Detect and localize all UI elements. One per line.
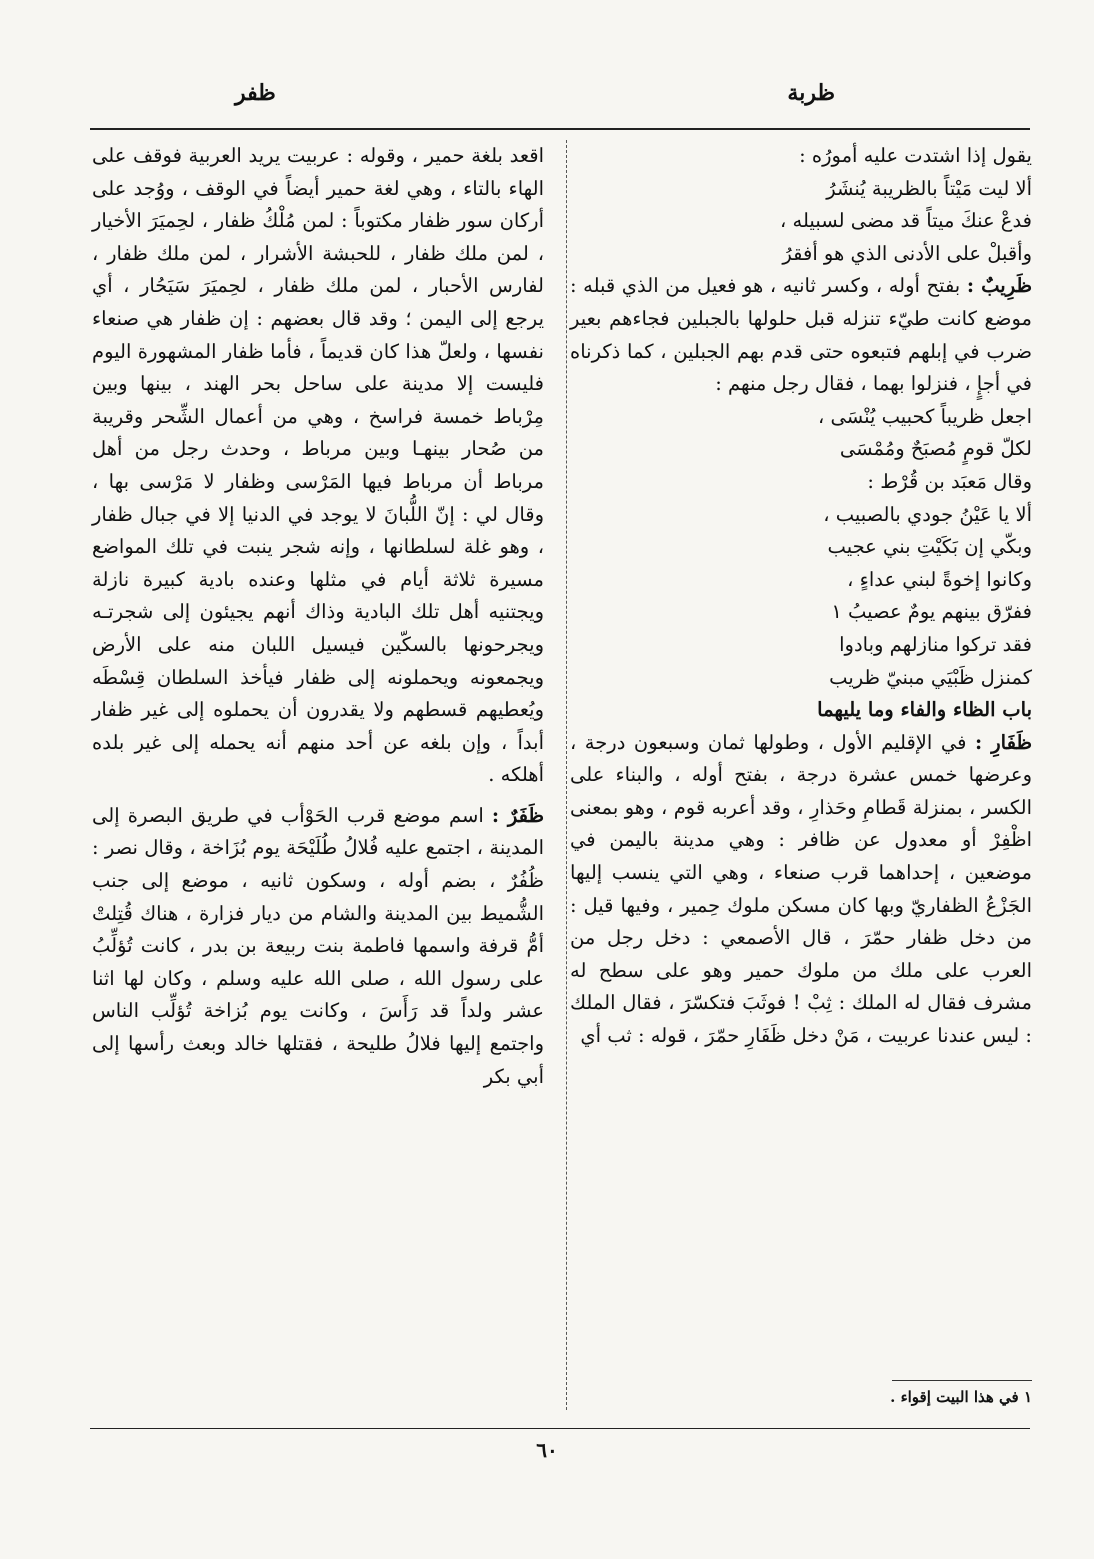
paragraph-gap bbox=[92, 792, 544, 800]
verse-line: وكانوا إخوةً لبني عداءٍ ، bbox=[847, 567, 1032, 591]
entry-text: في الإقليم الأول ، وطولها ثمان وسبعون درجة ، وعرضها خمس عشرة درجة ، بفتح أوله ، والبناء على الكسر ، بمنزلة قَطامِ وحَذارِ ، وقد أعربه قوم ، وهو بمعنى اظْفِرْ أو معدول عن ظافر : وهي مدينة باليمن في موضعين ، إحداهما قرب صنعاء ، وهي التي ينسب إليها الجَزْعُ الظفاريّ وبها كان مسكن ملوك حِمير ، وفيها قيل : من دخل ظفار حمّرَ ، قال الأصمعي : دخل رجل من العرب على ملك من ملوك حمير وهو على سطح له مشرف فقال له الملك : ثِبْ ! فوثَبَ فتكسّرَ ، فقال الملك : ليس عندنا عربيت ، مَنْ دخل ظَفَارِ حمّرَ ، قوله : ثب أي bbox=[570, 730, 1032, 1048]
header-rule bbox=[90, 128, 1030, 130]
verse-line: فدعْ عنكَ ميتاً قد مضى لسبيله ، bbox=[780, 209, 1032, 233]
column-divider bbox=[566, 140, 567, 1410]
entry-text: اسم موضع قرب الحَوْأب في طريق البصرة إلى المدينة ، اجتمع عليه فُلالُ طُلَيْحَة يوم بُزَاخة ، وقال نصر : ظُفُرٌ ، بضم أوله ، وسكون ثانيه ، موضع إلى جنب الشُّميط بين المدينة والشام من ديار فزارة ، هناك قُتِلتْ أمُّ قرفة واسمها فاطمة بنت ربيعة بن بدر ، كانت تُؤلِّبُ على رسول الله ، صلى الله عليه وسلم ، وكان لها اثنا عشر ولداً قد رَأَسَ ، وكانت يوم بُزاخة تُؤلِّب الناس واجتمع إليها فلالُ طليحة ، فقتلها خالد وبعث رأسها إلى أبي بكر bbox=[92, 803, 544, 1088]
verse-line: ألا ليت مَيْتاً بالظريبة يُنشَرُ bbox=[826, 176, 1032, 200]
headword: ظَفَارِ : bbox=[974, 730, 1032, 754]
entry-zafar-place bbox=[92, 800, 544, 1093]
headword: ظَرِيبٌ : bbox=[966, 274, 1033, 298]
verse-line: فقد تركوا منازلهم وبادوا bbox=[839, 632, 1032, 656]
header-left-title: ظفر bbox=[235, 80, 276, 106]
headword: ظَفَرٌ : bbox=[491, 803, 544, 827]
verse-line: ففرّق بينهم يومٌ عصيبُ ١ bbox=[831, 600, 1032, 624]
quote-intro: وقال مَعبَد بن قُرْط : bbox=[867, 469, 1032, 493]
verse-line: ألا يا عَيْنُ جودي بالصبيب ، bbox=[823, 502, 1032, 526]
verse-line: كمنزل ظَبْيَي مبنيّ ظريب bbox=[829, 665, 1032, 689]
continued-paragraph: اقعد بلغة حمير ، وقوله : عربيت يريد العربية فوقف على الهاء بالتاء ، وهي لغة حمير أيضاً في الوقف ، ووُجد على أركان سور ظفار مكتوباً : لمن مُلْكُ ظفار ، لحِميَرَ الأخيار ، لمن ملك ظفار ، للحبشة الأشرار ، لمن ملك ظفار ، لفارس الأحبار ، لمن ملك ظفار ، لحِميَرَ سَيَحُار ، أي يرجع إلى اليمن ؛ وقد قال بعضهم : إن ظفار هي صنعاء نفسها ، ولعلّ هذا كان قديماً ، فأما ظفار المشهورة اليوم فليست إلا مدينة على ساحل بحر الهند ، بينها وبين مِرْباط خمسة فراسخ ، وهي من أعمال الشِّحر وقريبة من صُحار بينهـا وبين مرباط ، وحدث رجل من أهل مرباط أن مرباط فيها المَرْسى وظفار لا مَرْسى بها ، وقال لي : إنّ اللُّبانَ لا يوجد في الدنيا إلا في جبال ظفار ، وهو غلة لسلطانها ، وإنه شجر ينبت في تلك المواضع مسيرة ثلاثة أيام في مثلها وعنده بادية كبيرة نازلة ويجتنيه أهل تلك البادية وذاك أنهم يجيئون إلى شجرتـه ويجرحونها بالسكّين فيسيل اللبان منه على الأرض ويجمعونه ويحملونه إلى ظفار فيأخذ السلطان قِسْطَه ويُعطيهم قسطهم ولا يقدرون أن يحملوه إلى غير ظفار أبداً ، وإن بلغه عن أحد منهم أنه يحمله إلى غير بلده أهلكه . bbox=[92, 144, 544, 787]
footer-rule bbox=[90, 1428, 1030, 1429]
left-column bbox=[92, 140, 544, 1093]
entry-text: بفتح أوله ، وكسر ثانيه ، هو فعيل من الذي قبله : موضع كانت طيّء تنزله قبل حلولها بالجبلين فجاءهم بعير ضرب في إبلهم فتبعوه حتى قدم بهم الجبلين ، كما ذكرناه في أجإٍ ، فنزلوا بهما ، فقال رجل منهم : bbox=[570, 274, 1032, 396]
page-number: ٦٠ bbox=[536, 1438, 558, 1462]
entry-zarib bbox=[570, 270, 1032, 400]
footnote: ١ في هذا البيت إقواء . bbox=[890, 1388, 1032, 1406]
intro-line: يقول إذا اشتدت عليه أمورُه : bbox=[799, 144, 1032, 167]
verse-line: وبكّي إن بَكَيْتِ بني عجيب bbox=[827, 535, 1032, 559]
entry-zafar-city bbox=[570, 727, 1032, 1053]
verse-line: اجعل ظريباً كحبيب يُنْسَى ، bbox=[817, 404, 1032, 428]
right-column bbox=[570, 140, 1032, 1053]
header-right-title: ظربة bbox=[787, 80, 835, 106]
footnote-rule bbox=[892, 1380, 1032, 1381]
running-header bbox=[90, 80, 1030, 120]
verse-line: وأقبلْ على الأدنى الذي هو أفقرُ bbox=[782, 241, 1032, 265]
section-title: باب الظاء والفاء وما يليهما bbox=[817, 698, 1032, 722]
verse-line: لكلّ قومٍ مُصبَحٌ ومُمْسَى bbox=[839, 437, 1032, 461]
